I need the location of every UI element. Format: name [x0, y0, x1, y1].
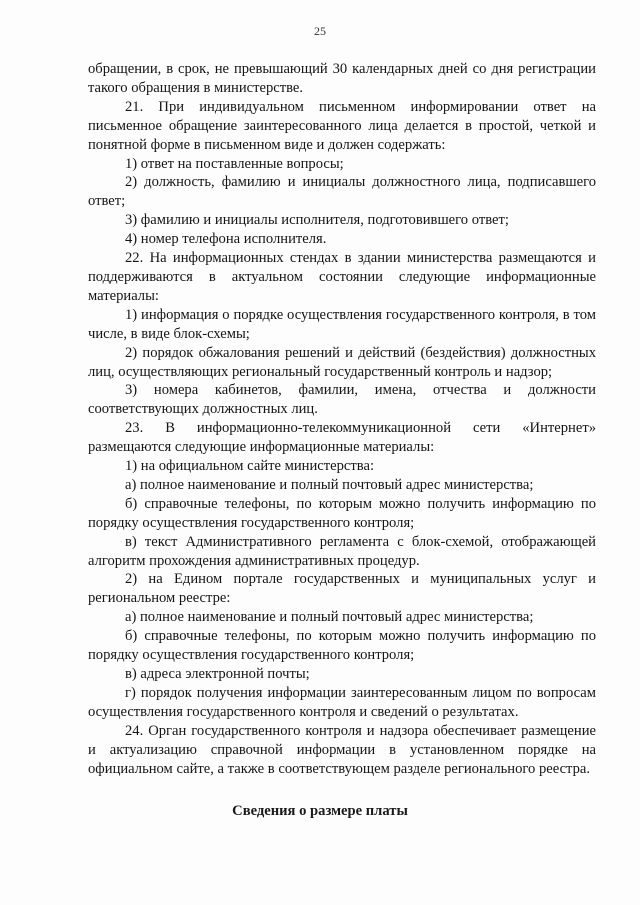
paragraph: 21. При индивидуальном письменном информировании ответ на письменное обращение заинтересованного лица делается в простой, четкой и понятной форме в письменном виде и должен содержать:	[88, 98, 596, 153]
section-heading: Сведения о размере платы	[232, 803, 408, 819]
paragraph: 1) информация о порядке осуществления государственного контроля, в том числе, в виде блок-схемы;	[88, 306, 596, 342]
paragraph: а) полное наименование и полный почтовый адрес министерства;	[125, 476, 534, 493]
paragraph: г) порядок получения информации заинтересованным лицом по вопросам осуществления государственного контроля и сведений о результатах.	[88, 684, 596, 720]
paragraph: 2) должность, фамилию и инициалы должностного лица, подписавшего ответ;	[88, 174, 596, 210]
document-body	[88, 60, 596, 778]
paragraph: 3) фамилию и инициалы исполнителя, подготовившего ответ;	[125, 212, 509, 229]
paragraph: 23. В информационно-телекоммуникационной сети «Интернет» размещаются следующие информационные материалы:	[88, 420, 596, 456]
paragraph: б) справочные телефоны, по которым можно получить информацию по порядку осуществления государственного контроля;	[88, 495, 596, 531]
paragraph: 1) ответ на поставленные вопросы;	[125, 155, 344, 172]
paragraph: 4) номер телефона исполнителя.	[125, 231, 327, 248]
paragraph: 3) номера кабинетов, фамилии, имена, отчества и должности соответствующих должностных лиц.	[88, 382, 596, 418]
paragraph: 24. Орган государственного контроля и надзора обеспечивает размещение и актуализацию справочной информации в установленном порядке на официальном сайте, а также в соответствующем разделе регионального реестра.	[88, 722, 596, 777]
paragraph: а) полное наименование и полный почтовый адрес министерства;	[125, 609, 534, 626]
paragraph: в) адреса электронной почты;	[125, 666, 310, 682]
paragraph: б) справочные телефоны, по которым можно получить информацию по порядку осуществления государственного контроля;	[88, 628, 596, 664]
page-number: 25	[314, 24, 326, 38]
paragraph: 1) на официальном сайте министерства:	[125, 458, 375, 475]
paragraph: 2) порядок обжалования решений и действий (бездействия) должностных лиц, осуществляющих региональный государственный контроль и надзор;	[88, 344, 596, 380]
paragraph: 22. На информационных стендах в здании министерства размещаются и поддерживаются в актуальном состоянии следующие информационные материалы:	[88, 250, 596, 304]
paragraph: 2) на Едином портале государственных и муниципальных услуг и региональном реестре:	[88, 571, 596, 607]
paragraph: обращении, в срок, не превышающий 30 календарных дней со дня регистрации такого обращения в министерстве.	[88, 61, 596, 96]
paragraph: в) текст Административного регламента с блок-схемой, отображающей алгоритм прохождения административных процедур.	[88, 533, 596, 569]
